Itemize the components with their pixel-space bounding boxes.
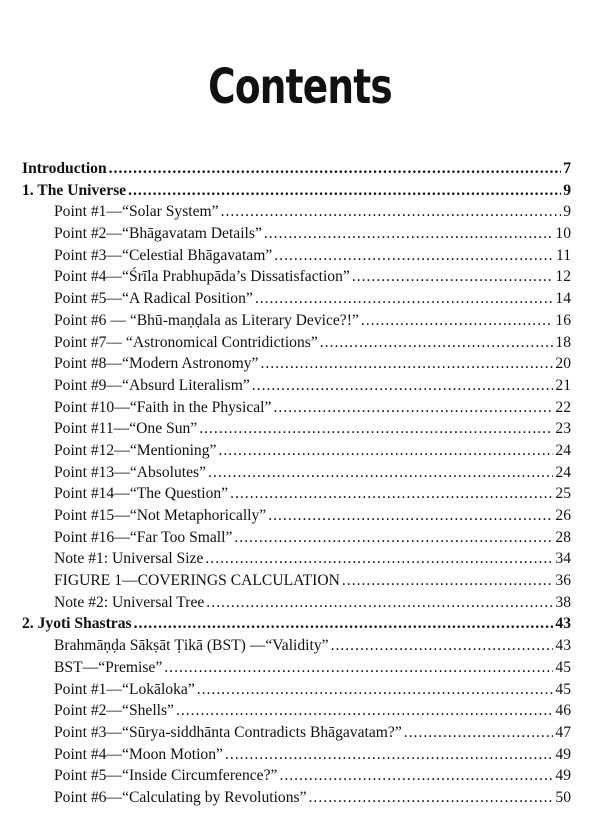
dot-leader xyxy=(404,722,554,744)
toc-entry-page-number: 23 xyxy=(555,420,571,438)
toc-entry-label: Note #1: Universal Size xyxy=(54,550,204,568)
table-of-contents xyxy=(0,158,600,809)
toc-entry-page-number: 47 xyxy=(555,723,571,741)
toc-entry-label: Point #11—“One Sun” xyxy=(54,420,198,438)
dot-leader xyxy=(255,288,554,310)
toc-entry[interactable] xyxy=(54,332,571,354)
toc-entry[interactable] xyxy=(54,765,571,787)
toc-entry-page-number: 20 xyxy=(555,355,571,373)
toc-entry[interactable] xyxy=(54,657,571,679)
toc-entry-page-number: 9 xyxy=(563,181,571,199)
dot-leader xyxy=(331,635,554,657)
toc-entry[interactable] xyxy=(54,375,571,397)
toc-entry-page-number: 18 xyxy=(555,333,571,351)
toc-section-entry[interactable] xyxy=(22,180,571,202)
toc-entry-page-number: 34 xyxy=(555,550,571,568)
dot-leader xyxy=(199,418,553,440)
toc-entry-label: 2. Jyoti Shastras xyxy=(22,615,132,633)
toc-entry-label: Point #4—“Moon Motion” xyxy=(54,745,223,763)
toc-entry-label: Introduction xyxy=(22,160,107,177)
toc-entry-page-number: 43 xyxy=(555,615,571,633)
dot-leader xyxy=(252,375,554,397)
toc-entry-page-number: 12 xyxy=(555,268,571,286)
toc-entry-label: Point #2—“Shells” xyxy=(54,702,174,720)
dot-leader xyxy=(342,570,554,592)
toc-entry-page-number: 50 xyxy=(555,788,571,806)
toc-entry[interactable] xyxy=(54,288,571,310)
toc-entry-page-number: 46 xyxy=(555,702,571,720)
toc-entry[interactable] xyxy=(54,744,571,766)
dot-leader xyxy=(352,266,554,288)
toc-entry-page-number: 36 xyxy=(555,572,571,590)
toc-entry-page-number: 10 xyxy=(555,225,571,243)
dot-leader xyxy=(225,744,553,766)
toc-entry-label: BST—“Premise” xyxy=(54,658,163,676)
toc-entry-label: Point #7— “Astronomical Contridictions” xyxy=(54,333,318,351)
toc-entry-label: Point #12—“Mentioning” xyxy=(54,441,217,459)
dot-leader xyxy=(109,158,562,180)
toc-entry-page-number: 22 xyxy=(555,398,571,416)
toc-entry-label: 1. The Universe xyxy=(22,181,127,199)
toc-entry-page-number: 38 xyxy=(555,593,571,611)
toc-entry-page-number: 28 xyxy=(555,528,571,546)
toc-entry[interactable] xyxy=(54,418,571,440)
dot-leader xyxy=(320,332,554,354)
dot-leader xyxy=(234,527,553,549)
toc-entry-page-number: 9 xyxy=(563,203,571,221)
toc-entry-label: Point #16—“Far Too Small” xyxy=(54,528,233,546)
dot-leader xyxy=(208,462,553,484)
toc-entry[interactable] xyxy=(54,570,571,592)
toc-entry[interactable] xyxy=(54,201,571,223)
toc-entry[interactable] xyxy=(54,266,571,288)
toc-entry-page-number: 24 xyxy=(555,441,571,459)
dot-leader xyxy=(197,679,554,701)
toc-entry-page-number: 43 xyxy=(555,637,571,655)
toc-entry[interactable] xyxy=(54,310,571,332)
toc-entry-label: Point #5—“A Radical Position” xyxy=(54,290,253,308)
dot-leader xyxy=(268,505,553,527)
toc-entry-label: Point #9—“Absurd Literalism” xyxy=(54,376,250,394)
dot-leader xyxy=(279,765,553,787)
dot-leader xyxy=(134,613,554,635)
toc-entry-label: Point #3—“Sūrya-siddhānta Contradicts Bhāgavatam?” xyxy=(54,723,402,741)
toc-entry-label: Point #10—“Faith in the Physical” xyxy=(54,398,272,416)
toc-entry-page-number: 45 xyxy=(555,680,571,698)
toc-entry[interactable] xyxy=(54,223,571,245)
toc-entry-label: Point #13—“Absolutes” xyxy=(54,463,207,481)
toc-entry[interactable] xyxy=(54,505,571,527)
toc-entry-label: Point #3—“Celestial Bhāgavatam” xyxy=(54,246,273,264)
toc-entry[interactable] xyxy=(54,592,571,614)
dot-leader xyxy=(260,353,553,375)
toc-entry[interactable] xyxy=(54,440,571,462)
toc-entry-label: Point #14—“The Question” xyxy=(54,485,229,503)
toc-entry-label: Point #4—“Śrīla Prabhupāda’s Dissatisfaction” xyxy=(54,268,350,286)
dot-leader xyxy=(176,700,553,722)
toc-entry-page-number: 45 xyxy=(555,658,571,676)
dot-leader xyxy=(309,787,554,809)
dot-leader xyxy=(230,483,553,505)
toc-entry-page-number: 26 xyxy=(555,507,571,524)
toc-entry-label: Point #5—“Inside Circumference?” xyxy=(54,767,278,785)
toc-entry-label: Point #6—“Calculating by Revolutions” xyxy=(54,788,307,806)
dot-leader xyxy=(206,592,553,614)
toc-entry[interactable] xyxy=(54,787,571,809)
toc-entry[interactable] xyxy=(54,397,571,419)
dot-leader xyxy=(274,245,554,267)
dot-leader xyxy=(164,657,553,679)
dot-leader xyxy=(221,201,562,223)
toc-entry-label: Note #2: Universal Tree xyxy=(54,593,205,611)
toc-entry[interactable] xyxy=(54,483,571,505)
toc-entry[interactable] xyxy=(54,245,571,267)
toc-entry[interactable] xyxy=(54,462,571,484)
toc-entry[interactable] xyxy=(54,679,571,701)
toc-entry-label: Brahmāṇḍa Sākṣāt Ṭikā (BST) —“Validity” xyxy=(54,637,329,655)
toc-entry[interactable] xyxy=(54,722,571,744)
dot-leader xyxy=(218,440,553,462)
toc-entry-page-number: 14 xyxy=(555,290,571,308)
toc-entry-page-number: 24 xyxy=(555,463,571,481)
toc-entry-label: Point #15—“Not Metaphorically” xyxy=(54,507,267,524)
toc-entry-label: Point #2—“Bhāgavatam Details” xyxy=(54,225,262,243)
toc-entry-label: Point #1—“Solar System” xyxy=(54,203,219,221)
toc-entry[interactable] xyxy=(54,700,571,722)
toc-entry-label: Point #1—“Lokāloka” xyxy=(54,680,195,698)
dot-leader xyxy=(128,180,561,202)
toc-section-entry[interactable] xyxy=(22,158,571,180)
toc-entry-page-number: 49 xyxy=(555,745,571,763)
page-title: Contents xyxy=(208,59,392,115)
toc-entry-page-number: 7 xyxy=(563,160,571,177)
toc-entry-page-number: 16 xyxy=(555,311,571,329)
dot-leader xyxy=(361,310,554,332)
toc-entry-page-number: 11 xyxy=(555,246,571,264)
toc-section-entry[interactable] xyxy=(22,613,571,635)
toc-entry-label: Point #6 — “Bhū-maṇḍala as Literary Device?!” xyxy=(54,311,359,329)
toc-entry-page-number: 49 xyxy=(555,767,571,785)
toc-entry-label: Point #8—“Modern Astronomy” xyxy=(54,355,259,373)
toc-entry-page-number: 21 xyxy=(555,376,571,394)
toc-entry[interactable] xyxy=(54,548,571,570)
toc-entry[interactable] xyxy=(54,353,571,375)
toc-entry-page-number: 25 xyxy=(555,485,571,503)
dot-leader xyxy=(273,397,553,419)
dot-leader xyxy=(264,223,554,245)
toc-entry[interactable] xyxy=(54,635,571,657)
toc-entry-label: FIGURE 1—COVERINGS CALCULATION xyxy=(54,572,340,590)
toc-entry[interactable] xyxy=(54,527,571,549)
dot-leader xyxy=(205,548,553,570)
